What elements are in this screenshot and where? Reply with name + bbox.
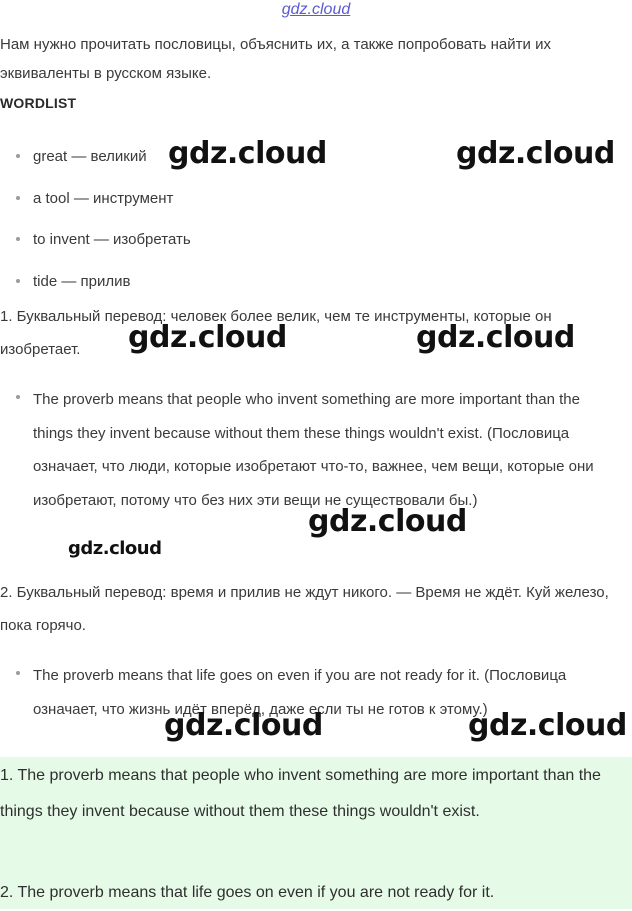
watermark: gdz.cloud [416,320,575,355]
item1-literal-translation: 1. Буквальный перевод: человек более велик, чем те инструменты, которые он изобретает. [0,308,552,358]
bullet-icon [16,395,20,399]
wordlist-entry: to invent — изобретать [33,231,191,249]
list-item [0,225,191,267]
wordlist-entry: great — великий [33,148,147,165]
bullet-icon [16,154,20,158]
item2-literal-translation: 2. Буквальный перевод: время и прилив не ждут никого. — Время не ждёт. Куй железо, пока горячо. [0,584,609,634]
answer-line-2: 2. The proverb means that life goes on even if you are not ready for it. [0,884,495,901]
intro-paragraph: Нам нужно прочитать пословицы, объяснить их, а также попробовать найти их эквиваленты в русском языке. [0,36,551,82]
wordlist-entry: a tool — инструмент [33,189,174,207]
list-item [0,184,191,226]
answer-box [0,757,632,909]
list-item [0,142,191,184]
item2-explanation: The proverb means that life goes on even if you are not ready for it. (Пословица означает, что жизнь идёт вперёд, даже если ты не готов к этому.) [33,667,567,718]
bullet-icon [16,196,20,200]
bullet-icon [16,671,20,675]
watermark: gdz.cloud [468,708,627,743]
watermark: gdz.cloud [168,136,327,171]
watermark: gdz.cloud [68,538,162,559]
wordlist-title: WORDLIST [0,95,77,111]
wordlist [0,142,191,309]
watermark-top: gdz.cloud [281,1,351,18]
bullet-icon [16,279,20,283]
answer-line-1: 1. The proverb means that people who invent something are more important than the things they invent because without them these things wouldn't exist. [0,767,601,820]
item1-explanation: The proverb means that people who invent something are more important than the things they invent because without them these things wouldn't exist. (Пословица означает, что люди, которые изобретают что-то, важнее, чем вещи, которые они изобретают, потому что без них эти вещи не существовали бы.) [33,391,594,509]
watermark: gdz.cloud [308,504,467,539]
watermark: gdz.cloud [456,136,615,171]
watermark: gdz.cloud [164,708,323,743]
bullet-icon [16,237,20,241]
watermark: gdz.cloud [128,320,287,355]
wordlist-entry: tide — прилив [33,273,131,291]
